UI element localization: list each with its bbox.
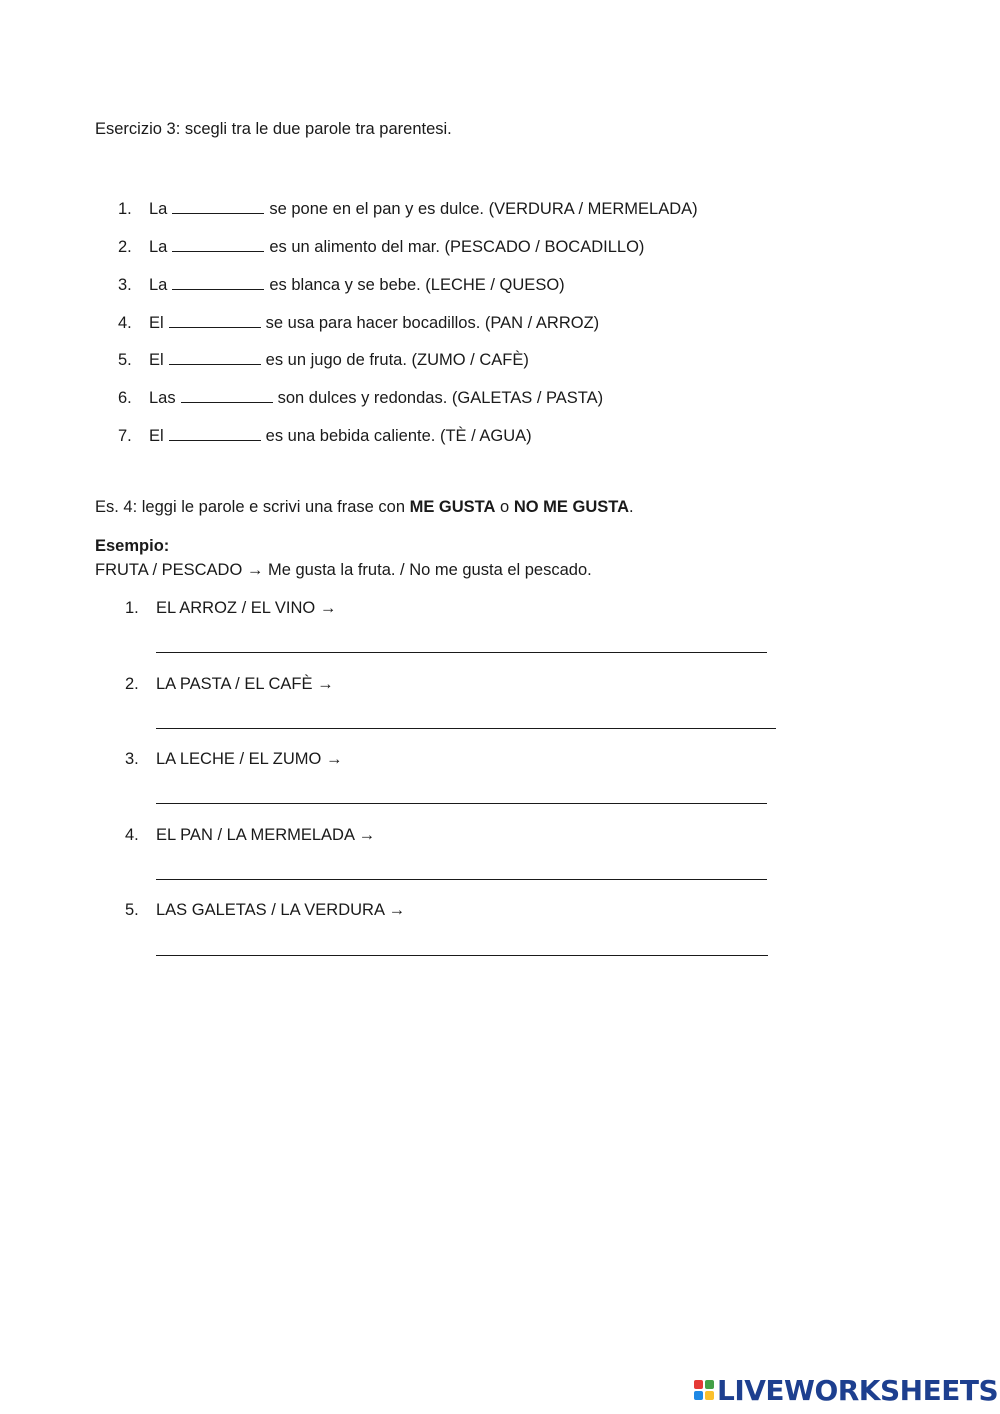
- item-prompt: LA LECHE / EL ZUMO →: [156, 750, 343, 768]
- logo-square-red: [694, 1380, 703, 1389]
- answer-blank[interactable]: [169, 347, 261, 365]
- item-text: es un jugo de fruta. (ZUMO / CAFÈ): [265, 351, 529, 369]
- item-prompt: LA PASTA / EL CAFÈ →: [156, 675, 334, 693]
- item-text: se pone en el pan y es dulce. (VERDURA / MERMELADA): [269, 200, 698, 218]
- example-label: Esempio:: [95, 537, 170, 555]
- item-number: 1.: [125, 599, 139, 617]
- item-number: 2.: [125, 675, 139, 693]
- exercise4-item-5: [125, 901, 405, 920]
- item-prompt: LAS GALETAS / LA VERDURA →: [156, 901, 406, 919]
- logo-square-blue: [694, 1391, 703, 1400]
- exercise4-item-3: [125, 750, 342, 769]
- item-prefix: El: [149, 314, 164, 332]
- exercise3-item-7: [118, 423, 532, 446]
- title-bold-me-gusta: ME GUSTA: [409, 498, 496, 516]
- item-number: 1.: [118, 200, 132, 218]
- item-prompt: EL PAN / LA MERMELADA →: [156, 826, 376, 844]
- item-text: es blanca y se bebe. (LECHE / QUESO): [269, 276, 565, 294]
- answer-blank[interactable]: [172, 196, 264, 214]
- item-prefix: La: [149, 238, 168, 256]
- item-text: es una bebida caliente. (TÈ / AGUA): [265, 427, 532, 445]
- exercise4-item-4: [125, 826, 375, 845]
- answer-line[interactable]: [156, 879, 767, 880]
- item-prefix: La: [149, 200, 168, 218]
- item-number: 6.: [118, 389, 132, 407]
- item-number: 3.: [125, 750, 139, 768]
- logo-square-yellow: [705, 1391, 714, 1400]
- title-text: o: [495, 498, 514, 516]
- logo-square-green: [705, 1380, 714, 1389]
- answer-line[interactable]: [156, 803, 767, 804]
- answer-blank[interactable]: [172, 234, 264, 252]
- title-text: Es. 4: leggi le parole e scrivi una frase con: [95, 498, 410, 516]
- item-text: son dulces y redondas. (GALETAS / PASTA): [277, 389, 604, 407]
- item-text: es un alimento del mar. (PESCADO / BOCADILLO): [269, 238, 645, 256]
- item-prefix: El: [149, 351, 164, 369]
- answer-line[interactable]: [156, 652, 767, 653]
- item-prefix: La: [149, 276, 168, 294]
- item-prefix: El: [149, 427, 164, 445]
- item-text: se usa para hacer bocadillos. (PAN / ARROZ): [265, 314, 600, 332]
- brand-name: LIVEWORKSHEETS: [717, 1373, 999, 1407]
- exercise3-title: Esercizio 3: scegli tra le due parole tra parentesi.: [95, 120, 452, 138]
- example-text: FRUTA / PESCADO → Me gusta la fruta. / No me gusta el pescado.: [95, 561, 592, 579]
- exercise3-item-2: [118, 234, 644, 257]
- exercise3-item-5: [118, 347, 529, 370]
- item-prompt: EL ARROZ / EL VINO →: [156, 599, 337, 617]
- answer-blank[interactable]: [169, 423, 261, 441]
- item-prefix: Las: [149, 389, 176, 407]
- exercise4-item-1: [125, 599, 336, 618]
- liveworksheets-logo-icon: [694, 1380, 714, 1400]
- exercise4-item-2: [125, 675, 334, 694]
- answer-blank[interactable]: [169, 310, 261, 328]
- exercise3-item-3: [118, 272, 565, 295]
- item-number: 5.: [118, 351, 132, 369]
- exercise3-item-1: [118, 196, 698, 219]
- title-text: .: [629, 498, 634, 516]
- exercise3-item-6: [118, 385, 603, 408]
- item-number: 2.: [118, 238, 132, 256]
- answer-blank[interactable]: [181, 385, 273, 403]
- exercise3-item-4: [118, 310, 599, 333]
- item-number: 4.: [118, 314, 132, 332]
- answer-line[interactable]: [156, 955, 768, 956]
- answer-blank[interactable]: [172, 272, 264, 290]
- item-number: 4.: [125, 826, 139, 844]
- title-bold-no-me-gusta: NO ME GUSTA: [513, 498, 630, 516]
- liveworksheets-brand: [694, 1374, 998, 1406]
- item-number: 3.: [118, 276, 132, 294]
- answer-line[interactable]: [156, 728, 776, 729]
- item-number: 5.: [125, 901, 139, 919]
- item-number: 7.: [118, 427, 132, 445]
- exercise4-title: [95, 498, 634, 517]
